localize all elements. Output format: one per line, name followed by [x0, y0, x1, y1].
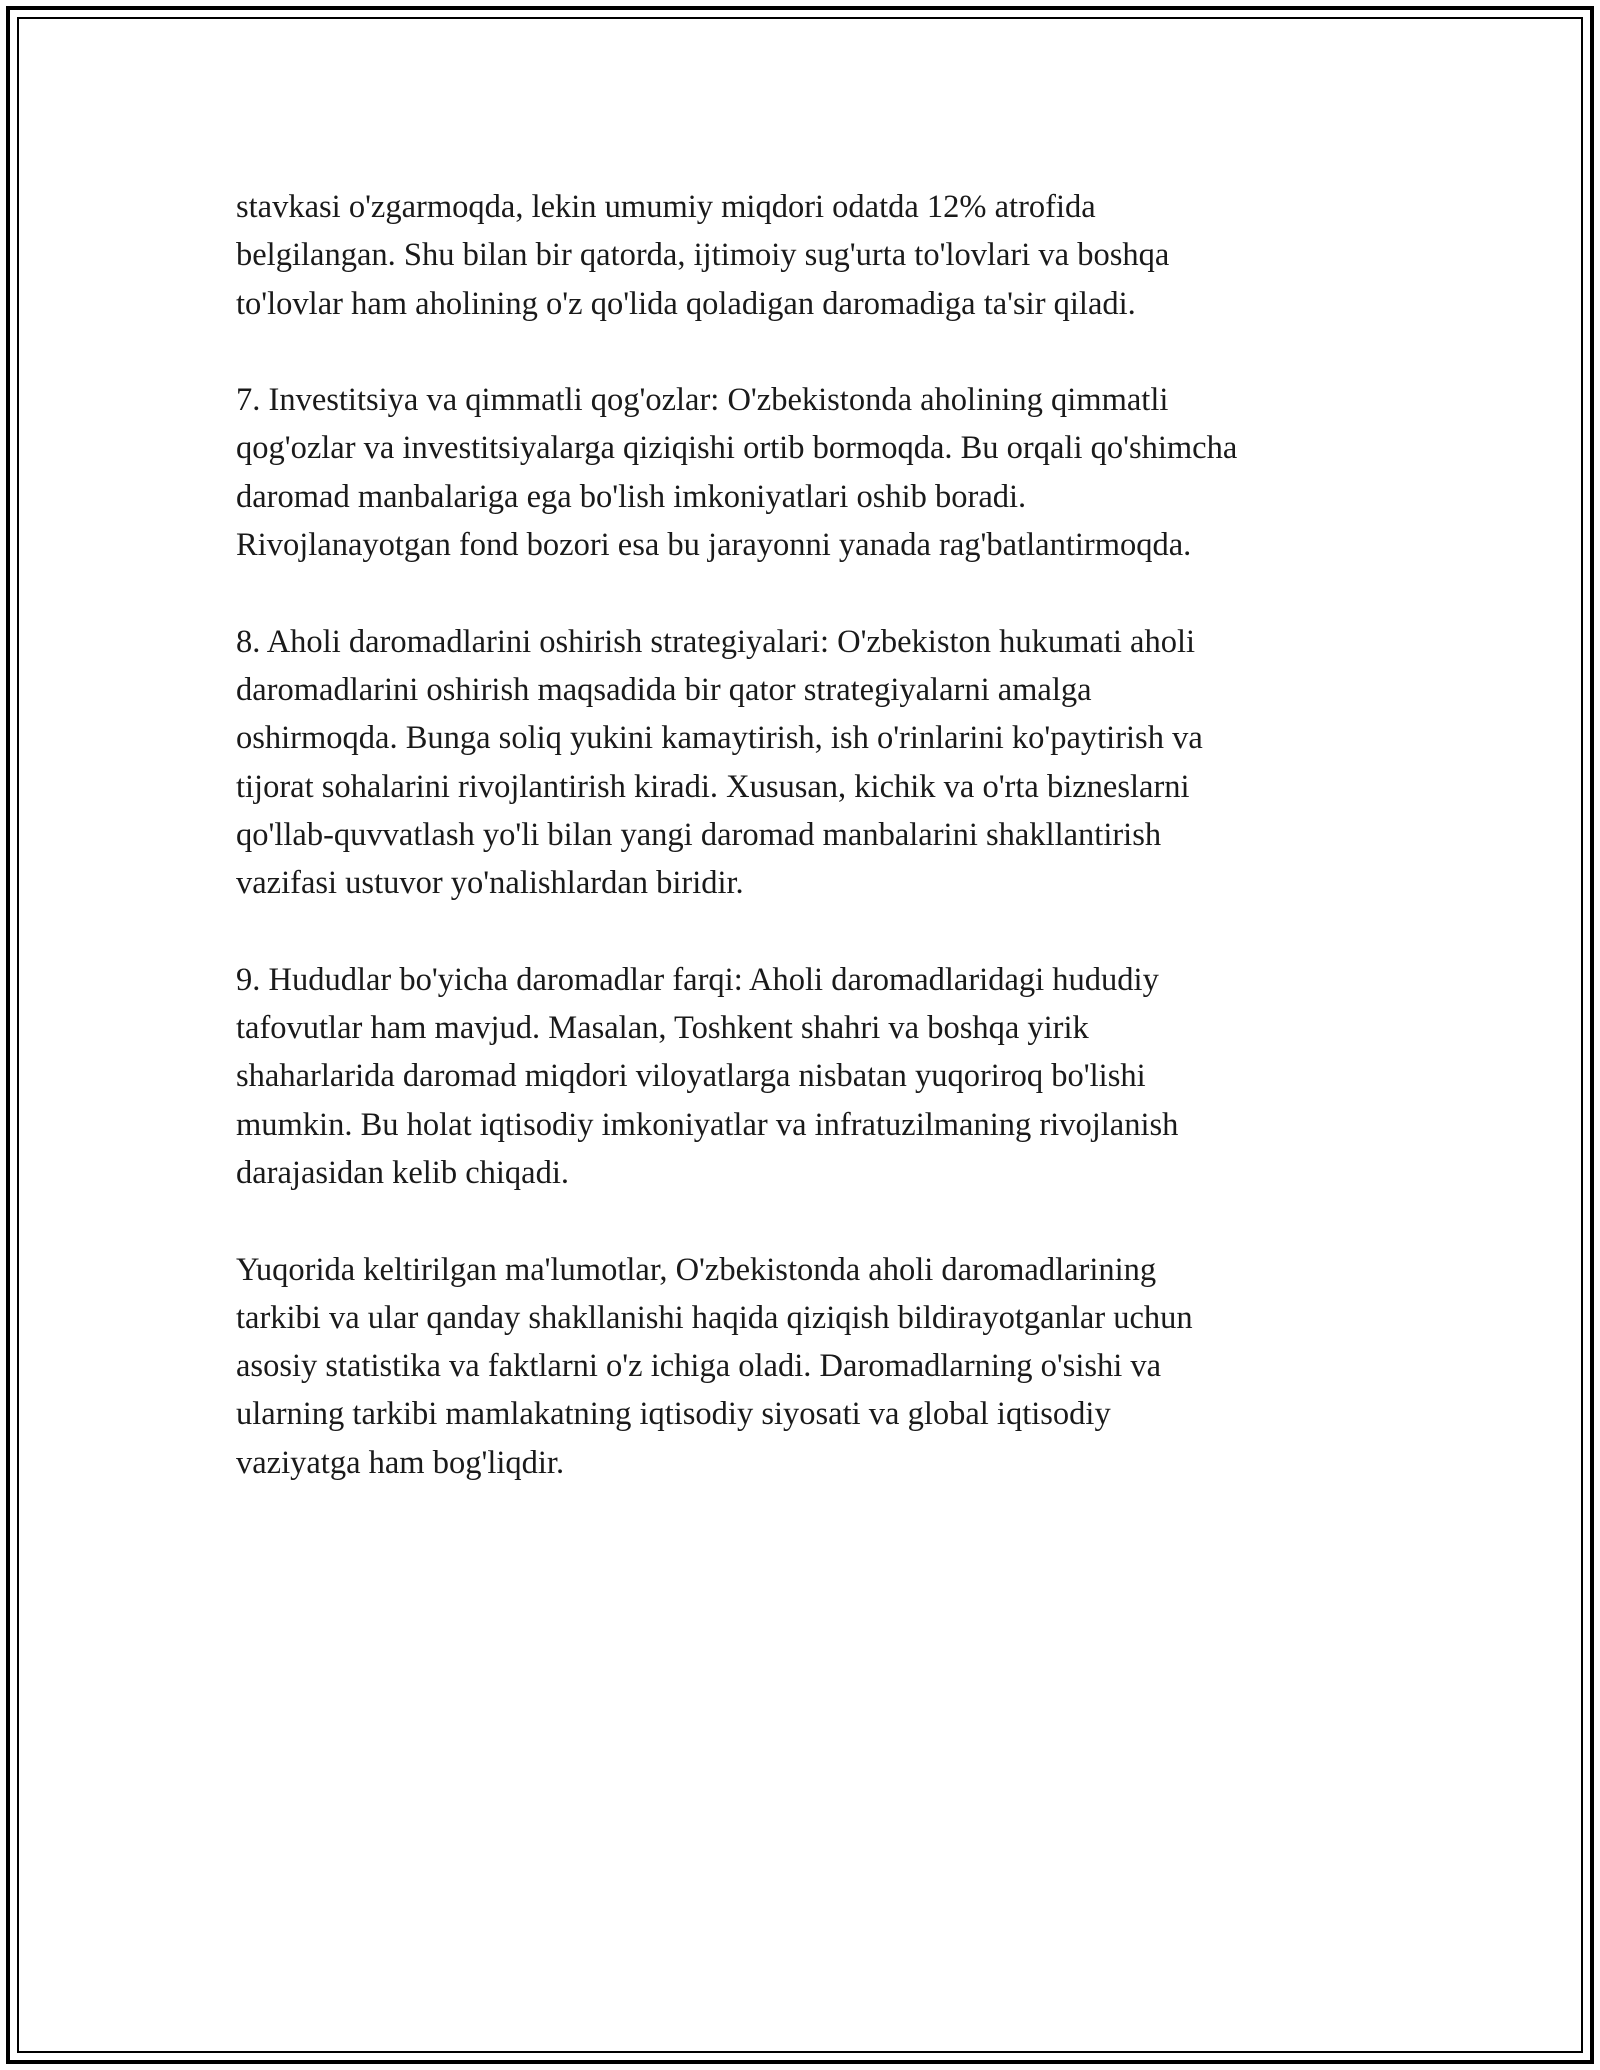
- text-line: daromad manbalariga ega bo'lish imkoniyatlari oshib boradi.: [236, 478, 1027, 515]
- document-body: [236, 183, 1386, 1535]
- paragraph-investments: [236, 376, 1386, 569]
- text-line: to'lovlar ham aholining o'z qo'lida qoladigan daromadiga ta'sir qiladi.: [236, 285, 1136, 322]
- text-line: vazifasi ustuvor yo'nalishlardan biridir.: [236, 865, 744, 902]
- text-line: ularning tarkibi mamlakatning iqtisodiy siyosati va global iqtisodiy: [236, 1396, 1111, 1433]
- paragraph-regional-differences: [236, 956, 1386, 1197]
- paragraph-income-strategies: [236, 618, 1386, 908]
- text-line: tarkibi va ular qanday shakllanishi haqida qiziqish bildirayotganlar uchun: [236, 1299, 1193, 1336]
- text-line: 9. Hududlar bo'yicha daromadlar farqi: Aholi daromadlaridagi hududiy: [236, 961, 1159, 998]
- text-line: qog'ozlar va investitsiyalarga qiziqishi ortib bormoqda. Bu orqali qo'shimcha: [236, 430, 1238, 467]
- text-line: tijorat sohalarini rivojlantirish kiradi. Xususan, kichik va o'rta bizneslarni: [236, 768, 1190, 805]
- text-line: 7. Investitsiya va qimmatli qog'ozlar: O'zbekistonda aholining qimmatli: [236, 382, 1169, 419]
- text-line: vaziyatga ham bog'liqdir.: [236, 1444, 565, 1481]
- text-line: Rivojlanayotgan fond bozori esa bu jarayonni yanada rag'batlantirmoqda.: [236, 527, 1192, 564]
- text-line: mumkin. Bu holat iqtisodiy imkoniyatlar va infratuzilmaning rivojlanish: [236, 1106, 1179, 1143]
- text-line: oshirmoqda. Bunga soliq yukini kamaytirish, ish o'rinlarini ko'paytirish va: [236, 720, 1203, 757]
- text-line: shaharlarida daromad miqdori viloyatlarga nisbatan yuqoriroq bo'lishi: [236, 1058, 1146, 1095]
- paragraph-conclusion: [236, 1246, 1386, 1487]
- text-line: darajasidan kelib chiqadi.: [236, 1154, 569, 1191]
- text-line: daromadlarini oshirish maqsadida bir qator strategiyalarni amalga: [236, 671, 1092, 708]
- text-line: tafovutlar ham mavjud. Masalan, Toshkent shahri va boshqa yirik: [236, 1010, 1089, 1047]
- text-line: Yuqorida keltirilgan ma'lumotlar, O'zbekistonda aholi daromadlarining: [236, 1251, 1157, 1288]
- text-line: qo'llab-quvvatlash yo'li bilan yangi daromad manbalarini shakllantirish: [236, 816, 1162, 853]
- text-line: belgilangan. Shu bilan bir qatorda, ijtimoiy sug'urta to'lovlari va boshqa: [236, 237, 1170, 274]
- text-line: stavkasi o'zgarmoqda, lekin umumiy miqdori odatda 12% atrofida: [236, 189, 1096, 225]
- text-line: asosiy statistika va faktlarni o'z ichiga oladi. Daromadlarning o'sishi va: [236, 1348, 1162, 1385]
- paragraph-tax-continuation: [236, 183, 1386, 328]
- text-line: 8. Aholi daromadlarini oshirish strategiyalari: O'zbekiston hukumati aholi: [236, 623, 1196, 660]
